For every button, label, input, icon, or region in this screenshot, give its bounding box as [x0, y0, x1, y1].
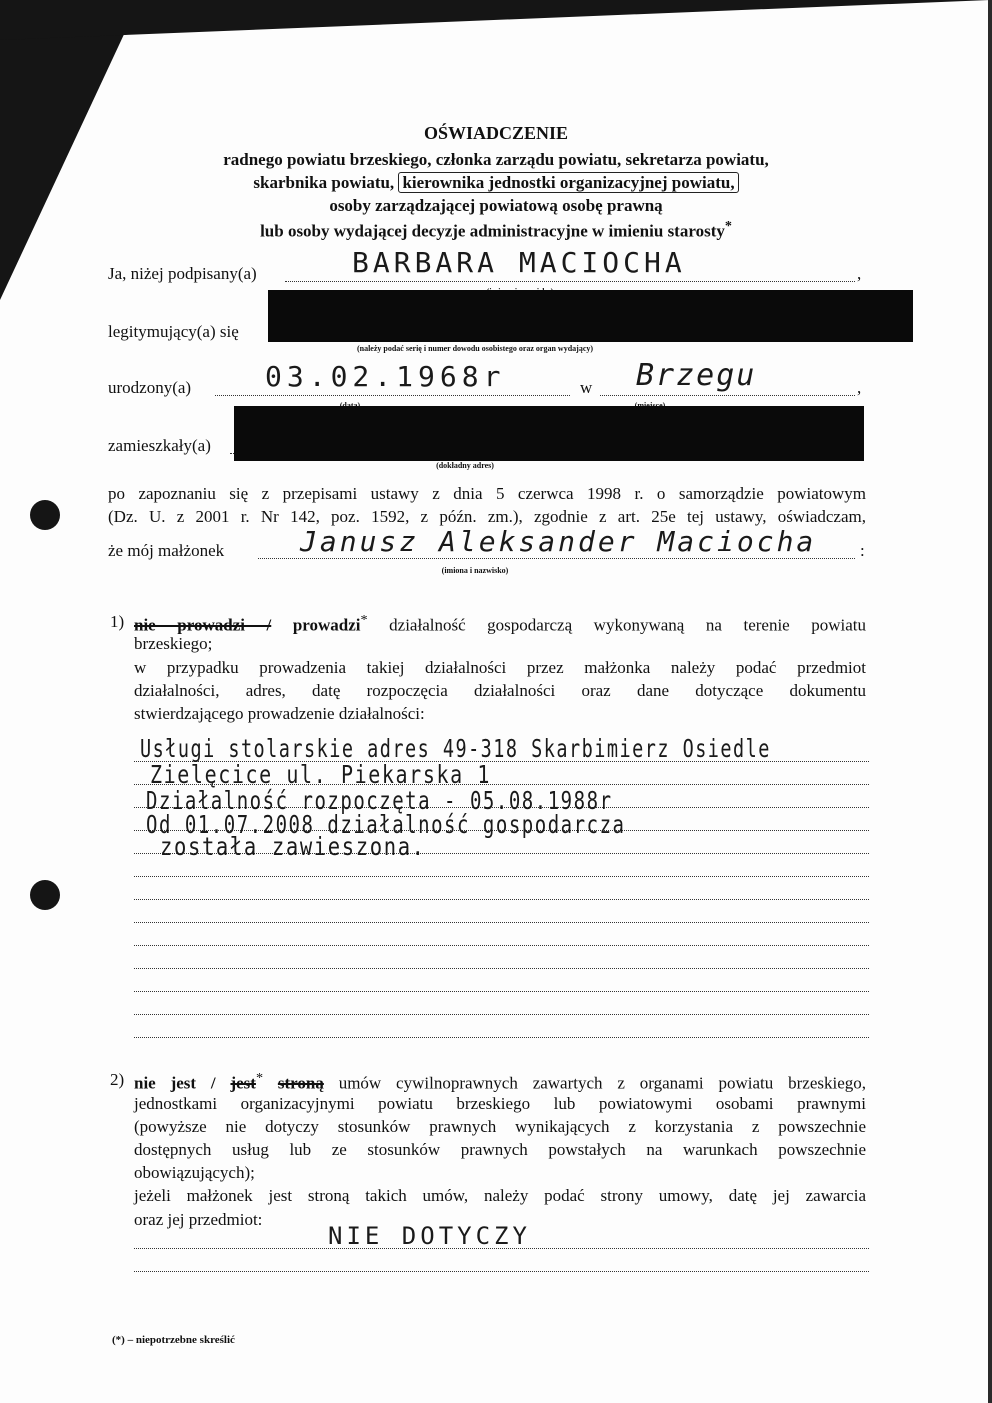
- document-title: OŚWIADCZENIE: [423, 123, 569, 143]
- section-2-number: 2): [110, 1070, 125, 1089]
- statement-line-1: po zapoznaniu się z przepisami ustawy z dnia 5 czerwca 1998 r. o samorządzie powiatowym: [108, 484, 866, 503]
- id-label: legitymujący(a) się: [108, 322, 239, 341]
- address-label: zamieszkały(a): [108, 436, 211, 455]
- spouse-name-handwritten: Janusz Aleksander Maciocha: [300, 525, 817, 558]
- section-2-line-1: nie jest / jest* stroną umów cywilnoprawnych zawartych z organami powiatu brzeskiego,: [134, 1070, 866, 1093]
- section-2-line-3: (powyższe nie dotyczy stosunków prawnych wynikających z korzystania z powszechnie: [134, 1117, 866, 1136]
- spouse-colon: :: [860, 541, 865, 560]
- section-1-number: 1): [110, 612, 125, 631]
- scan-shadow-top: [0, 0, 990, 40]
- section-2-line-6: jeżeli małżonek jest stroną takich umów, należy podać strony umowy, datę jej zawarcia: [134, 1186, 866, 1205]
- section-2-dotted-line-2: [134, 1270, 869, 1272]
- section-1-handwritten-line-5: została zawieszona.: [160, 832, 426, 861]
- section-1-line-2: brzeskiego;: [134, 634, 213, 653]
- header-line-1: radnego powiatu brzeskiego, członka zarządu powiatu, sekretarza powiatu,: [223, 150, 769, 169]
- header-line-3: osoby zarządzającej powiatową osobę prawną: [329, 196, 663, 215]
- signer-comma: ,: [857, 264, 862, 283]
- section-2-line-5: obowiązujących);: [134, 1163, 255, 1182]
- address-caption: (dokładny adres): [436, 461, 494, 470]
- section-2-handwritten: NIE DOTYCZY: [328, 1222, 531, 1250]
- born-place-dotted-line: [600, 394, 855, 396]
- header-line-2: skarbnika powiatu, kierownika jednostki organizacyjnej powiatu,: [0, 173, 992, 193]
- born-date-dotted-line: [215, 394, 570, 396]
- id-caption: (należy podać serię i numer dowodu osobistego oraz organ wydający): [356, 344, 594, 353]
- section-2-line-2: jednostkami organizacyjnymi powiatu brzeskiego lub powiatowymi osobami prawnymi: [134, 1094, 866, 1113]
- section-1-handwritten-line-4: Od 01.07.2008 działalność gospodarcza: [146, 810, 626, 839]
- spouse-label: że mój małżonek: [108, 541, 225, 560]
- section-2-dotted-line-1: [134, 1247, 869, 1249]
- section-1-handwritten-line-3: Działalność rozpoczęta - 05.08.1988r: [146, 786, 613, 815]
- spouse-caption: (imiona i nazwisko): [441, 566, 509, 575]
- id-redaction: [268, 290, 913, 342]
- section-2-line-4: dostępnych usług lub ze stosunków prawnych powstałych na warunkach powszechnie: [134, 1140, 866, 1159]
- section-1-line-5: stwierdzającego prowadzenie działalności:: [134, 704, 425, 723]
- punch-hole-bottom: [30, 880, 60, 910]
- header-line-4: lub osoby wydającej decyzje administracyjne w imieniu starosty*: [260, 218, 732, 241]
- address-redaction: [234, 406, 864, 461]
- born-comma: ,: [857, 378, 862, 397]
- section-1-handwritten-line-2: Zielęcice ul. Piekarska 1: [150, 760, 492, 789]
- section-1-line-4: działalności, adres, datę rozpoczęcia działalności oraz dane dotyczące dokumentu: [134, 681, 866, 700]
- section-1-line-3: w przypadku prowadzenia takiej działalności przez małżonka należy podać przedmiot: [134, 658, 866, 677]
- signer-name-handwritten: BARBARA MACIOCHA: [352, 246, 686, 279]
- underlined-role: kierownika jednostki organizacyjnej powiatu,: [398, 172, 738, 193]
- born-place-handwritten: Brzegu: [636, 358, 757, 393]
- born-label: urodzony(a): [108, 378, 192, 397]
- punch-hole-top: [30, 500, 60, 530]
- footnote: (*) – niepotrzebne skreślić: [112, 1334, 235, 1346]
- section-1-handwritten-line-1: Usługi stolarskie adres 49-318 Skarbimierz Osiedle: [140, 734, 771, 763]
- section-2-line-7: oraz jej przedmiot:: [134, 1210, 263, 1229]
- statement-line-2: (Dz. U. z 2001 r. Nr 142, poz. 1592, z późn. zm.), zgodnie z art. 25e tej ustawy, oświadczam,: [108, 507, 866, 526]
- born-date-handwritten: 03.02.1968r: [265, 360, 506, 393]
- born-in-label: w: [580, 378, 593, 397]
- section-1-line-1: nie prowadzi / prowadzi* działalność gospodarczą wykonywaną na terenie powiatu: [134, 612, 867, 635]
- signer-dotted-line: [285, 280, 855, 282]
- signer-label: Ja, niżej podpisany(a): [108, 264, 257, 283]
